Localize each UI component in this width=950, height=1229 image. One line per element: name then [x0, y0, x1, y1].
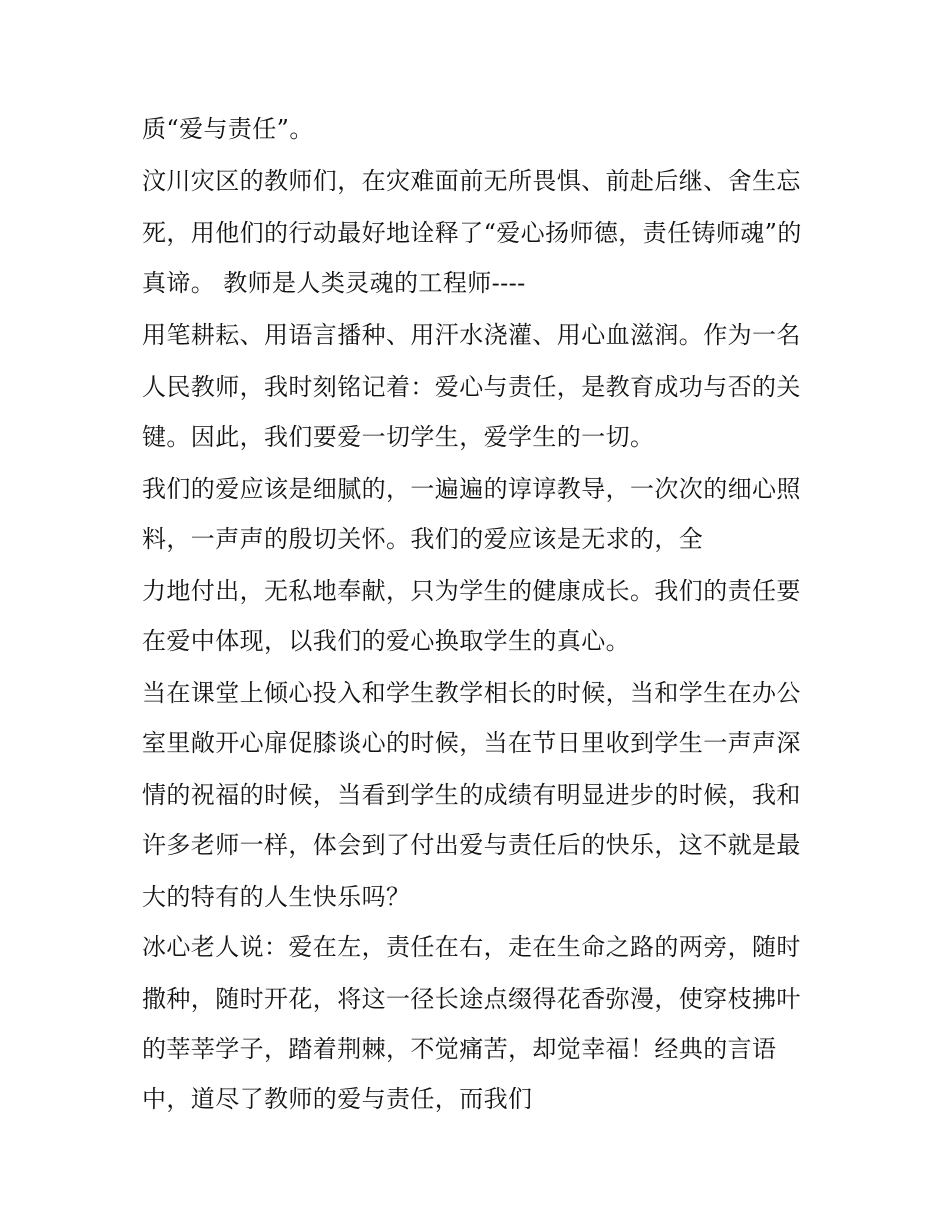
- text-line: 死，用他们的行动最好地诠释了“爱心扬师德，责任铸师魂”的: [142, 219, 802, 247]
- text-line: 真谛。 教师是人类灵魂的工程师----: [142, 269, 526, 297]
- text-line: 质“爱与责任”。: [142, 115, 314, 143]
- text-line: 冰心老人说：爱在左，责任在右，走在生命之路的两旁，随时: [142, 933, 801, 961]
- text-line: 键。因此，我们要爱一切学生，爱学生的一切。: [142, 423, 655, 451]
- text-line: 撒种，随时开花，将这一径长途点缀得花香弥漫，使穿枝拂叶: [142, 985, 801, 1013]
- text-line: 当在课堂上倾心投入和学生教学相长的时候，当和学生在办公: [142, 679, 801, 707]
- text-line: 的莘莘学子，踏着荆棘，不觉痛苦，却觉幸福！经典的言语: [142, 1035, 777, 1063]
- text-line: 用笔耕耘、用语言播种、用汗水浇灌、用心血滋润。作为一名: [142, 321, 801, 349]
- text-line: 料，一声声的殷切关怀。我们的爱应该是无求的，全: [142, 525, 704, 553]
- text-line: 情的祝福的时候，当看到学生的成绩有明显进步的时候，我和: [142, 781, 801, 809]
- text-line: 室里敞开心扉促膝谈心的时候，当在节日里收到学生一声声深: [142, 729, 801, 757]
- text-line: 人民教师，我时刻铭记着：爱心与责任，是教育成功与否的关: [142, 373, 801, 401]
- text-line: 我们的爱应该是细腻的，一遍遍的谆谆教导，一次次的细心照: [142, 475, 801, 503]
- text-line: 汶川灾区的教师们，在灾难面前无所畏惧、前赴后继、舍生忘: [142, 167, 801, 195]
- text-line: 许多老师一样，体会到了付出爱与责任后的快乐，这不就是最: [142, 831, 801, 859]
- text-line: 大的特有的人生快乐吗？: [142, 883, 411, 911]
- text-line: 中，道尽了教师的爱与责任，而我们: [142, 1085, 533, 1113]
- text-line: 力地付出，无私地奉献，只为学生的健康成长。我们的责任要: [142, 577, 801, 605]
- text-line: 在爱中体现，以我们的爱心换取学生的真心。: [142, 627, 630, 655]
